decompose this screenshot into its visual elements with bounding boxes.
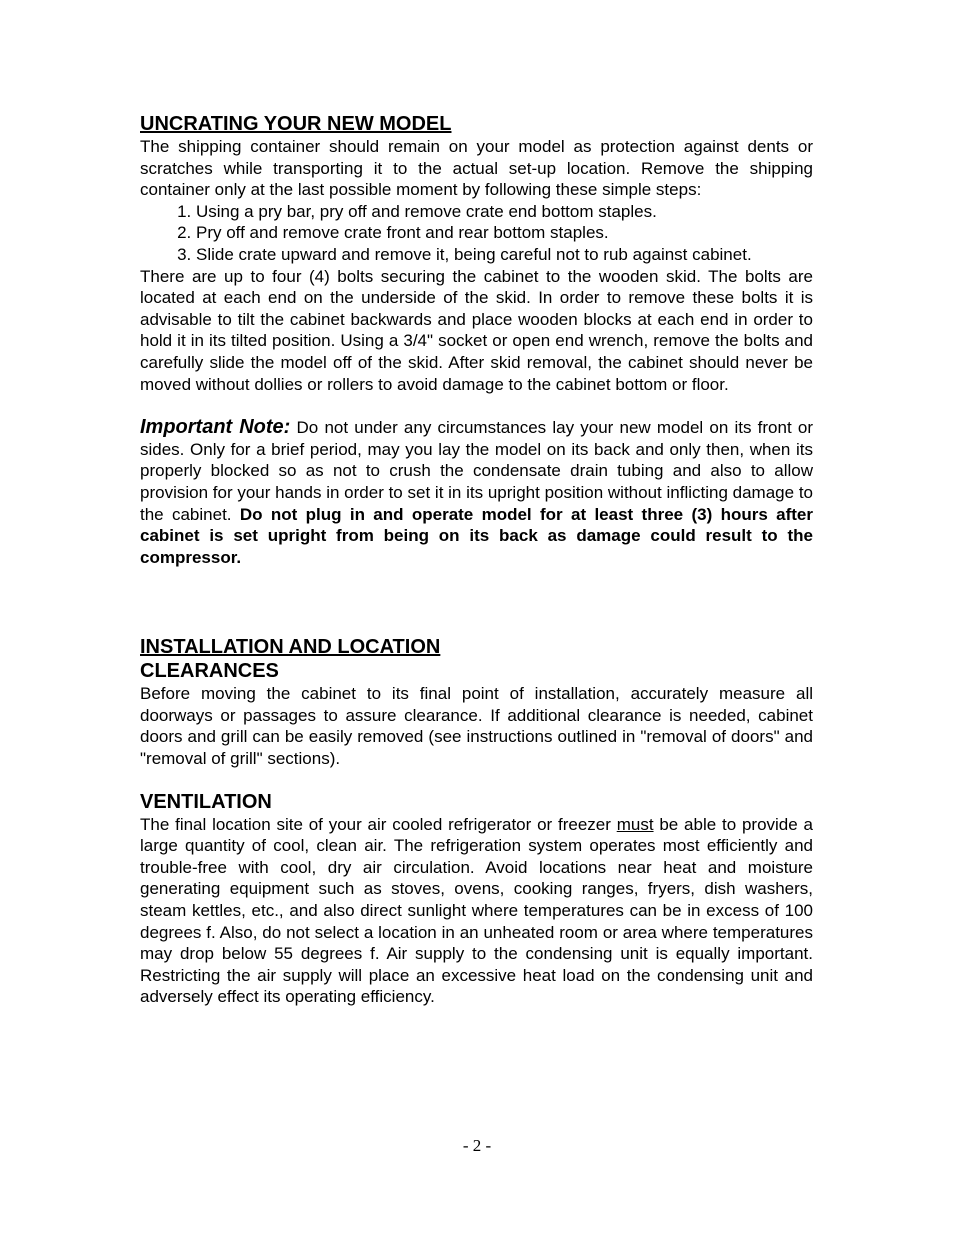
ventilation-text-end: be able to provide a large quantity of cool, clean air. The refrigeration system operates most efficiently and trouble-free with cool, dry air circulation. Avoid locations near heat and moisture generating equipment such as stoves, ovens, cooking ranges, fryers, dish washers, steam kettles, etc., and also direct sunlight where temperatures can be in excess of 100 degrees f. Also, do not select a location in an unheated room or area where temperatures may drop below 55 degrees f. Air supply to the condensing unit is equally important. Restricting the air supply will place an excessive heat load on the condensing unit and adversely effect its operating efficiency. <box>140 814 813 1007</box>
important-note-label: Important Note: <box>140 416 291 439</box>
page-number: - 2 - <box>462 1136 492 1155</box>
clearances-heading: CLEARANCES <box>140 660 279 683</box>
ventilation-paragraph <box>140 814 813 1008</box>
bolts-paragraph: There are up to four (4) bolts securing the cabinet to the wooden skid. The bolts are located at each end on the underside of the skid. In order to remove these bolts it is advisable to tilt the cabinet backwards and place wooden blocks at each end in order to hold it in its tilted position. Using a 3/4" socket or open end wrench, remove the bolts and carefully slide the model off of the skid. After skid removal, the cabinet should never be moved without dollies or rollers to avoid damage to the cabinet bottom or floor. <box>140 266 813 394</box>
important-note-text: Do not under any circumstances lay your new model on its front or sides. Only for a brief period, may you lay the model on its back and only then, when its properly blocked so as not to crush the condensate drain tubing and also to allow provision for your hands in order to set it in its upright position without inflicting damage to the cabinet. <box>140 418 813 524</box>
uncrating-step-2: 2. Pry off and remove crate front and rear bottom staples. <box>196 222 813 244</box>
ventilation-must: must <box>616 814 654 834</box>
important-note-warning: Do not plug in and operate model for at least three (3) hours after cabinet is set upright from being on its back as damage could result to the compressor. <box>140 504 813 567</box>
uncrating-heading: UNCRATING YOUR NEW MODEL <box>140 113 452 135</box>
ventilation-heading: VENTILATION <box>140 790 272 813</box>
ventilation-text-start: The final location site of your air cooled refrigerator or freezer <box>140 814 611 834</box>
uncrating-step-1: 1. Using a pry bar, pry off and remove crate end bottom staples. <box>196 201 813 223</box>
document-page <box>140 112 813 1008</box>
clearances-paragraph: Before moving the cabinet to its final point of installation, accurately measure all doorways or passages to assure clearance. If additional clearance is needed, cabinet doors and grill can be easily removed (see instructions outlined in "removal of doors" and "removal of grill" sections). <box>140 684 813 769</box>
uncrating-step-3: 3. Slide crate upward and remove it, being careful not to rub against cabinet. <box>196 244 813 266</box>
uncrating-intro: The shipping container should remain on your model as protection against dents or scratches while transporting it to the actual set-up location. Remove the shipping container only at the last possible moment by following these simple steps: <box>140 137 813 200</box>
important-note-paragraph <box>140 417 813 568</box>
uncrating-steps-list <box>140 201 813 266</box>
installation-heading: INSTALLATION AND LOCATION <box>140 636 441 659</box>
